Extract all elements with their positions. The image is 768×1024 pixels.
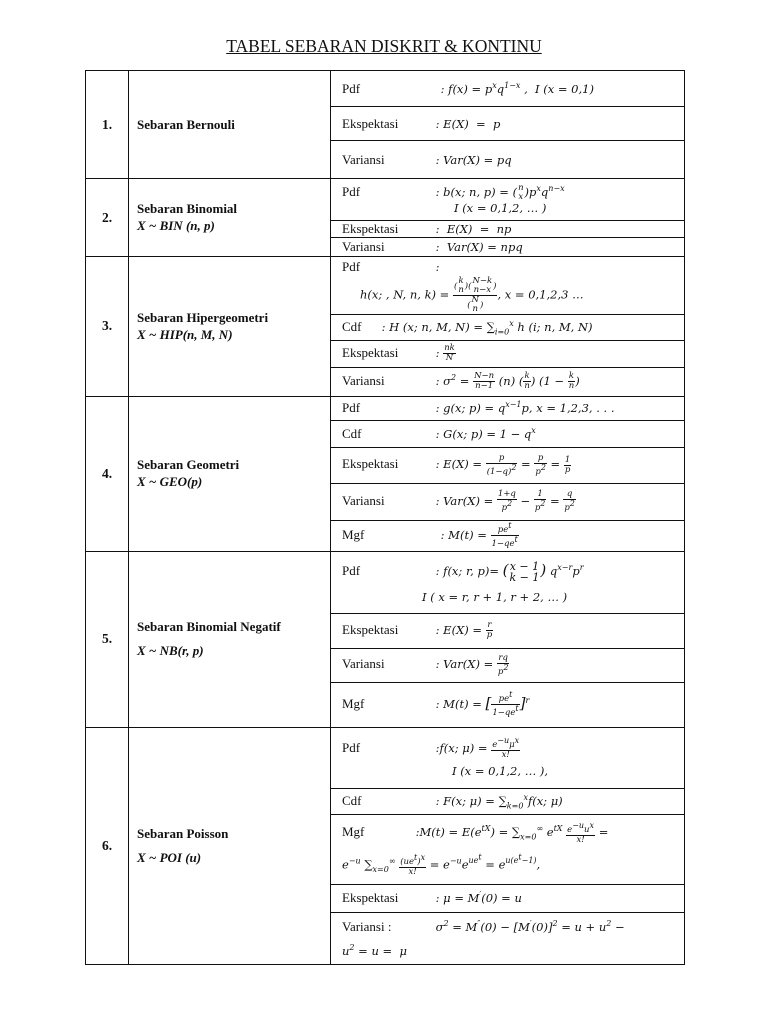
mgf-formula-continued: $e^{-u}$ $\sum_{x=0}^\infty$ $\frac{(ue^t)^x}{x!}$ = $e^{-u}e^{ue^t} = e^{u(e^t-1)}$, (342, 852, 541, 877)
variance-formula: $\sigma^2 = M''(0) - [M'(0)]^2 = u + u^2$ − (435, 918, 625, 934)
distribution-name-cell (129, 396, 331, 551)
variance-cell (331, 367, 685, 396)
mgf-cell (331, 682, 685, 727)
variance-cell (331, 141, 685, 179)
distribution-notation: X ~ GEO(p) (137, 474, 203, 490)
table-row (86, 257, 685, 315)
pdf-cell (331, 257, 685, 315)
pdf-formula: : $f(x) = p^xq^{1-x}$ , I (x = 0,1) (440, 80, 594, 96)
pdf-formula-range: I ( x = r, r + 1, r + 2, … ) (422, 589, 568, 604)
expectation-cell (331, 221, 685, 238)
expectation-cell (331, 447, 685, 483)
cdf-cell (331, 314, 685, 340)
mgf-formula: :M(t) = $E(e^{tX}) = \sum_{x=0}^\infty$ $e^{tX}$ $\frac{e^{-u}u^x}{x!}$ = (415, 820, 609, 845)
expectation-cell (331, 340, 685, 367)
row-number: 1. (86, 71, 129, 179)
cdf-label: Cdf (342, 792, 362, 808)
pdf-cell (331, 727, 685, 788)
distribution-name: Sebaran Hipergeometri (137, 309, 269, 325)
expectation-formula: : $\frac{nk}{N}$ (435, 343, 455, 364)
pdf-label: Pdf (342, 259, 361, 274)
row-number: 2. (86, 179, 129, 257)
variance-formula: : $\sigma^2$ = $\frac{N-n}{n-1}$ (n) ( $\frac{k}{n}$ ) (1 − $\frac{k}{n}$ ) (435, 371, 580, 392)
variance-label: Variansi : (342, 918, 392, 934)
pdf-colon: : (435, 260, 440, 274)
pdf-label: Pdf (342, 563, 361, 579)
page-title: TABEL SEBARAN DISKRIT & KONTINU (226, 36, 542, 56)
variance-cell (331, 483, 685, 520)
distribution-notation: X ~ HIP(n, M, N) (137, 326, 233, 342)
table-row (86, 179, 685, 221)
distribution-name: Sebaran Binomial Negatif (137, 619, 281, 635)
pdf-cell (331, 396, 685, 420)
pdf-cell (331, 551, 685, 613)
expectation-label: Ekspektasi (342, 344, 399, 360)
expectation-formula: : E(X) = np (435, 222, 512, 236)
table-row (86, 71, 685, 107)
distribution-name-cell (129, 179, 331, 257)
variance-label: Variansi (342, 239, 385, 254)
expectation-formula: : E(X) = $\frac{p}{(1-q)^2}$ = $\frac{p}{p^2}$ = $\frac{1}{p}$ (435, 452, 571, 477)
expectation-label: Ekspektasi (342, 621, 399, 637)
variance-label: Variansi (342, 492, 385, 508)
distribution-table (85, 70, 685, 965)
distribution-notation: X ~ POI (u) (137, 849, 202, 865)
expectation-formula: : E(X) = p (435, 116, 501, 131)
expectation-formula: : E(X) = $\frac{r}{p}$ (435, 620, 493, 641)
expectation-label: Ekspektasi (342, 221, 399, 236)
cdf-label: Cdf (342, 425, 362, 441)
cdf-label: Cdf (342, 318, 362, 334)
row-number: 5. (86, 551, 129, 727)
cdf-cell (331, 788, 685, 814)
expectation-cell (331, 107, 685, 141)
expectation-cell (331, 884, 685, 912)
variance-label: Variansi (342, 656, 385, 672)
row-number: 4. (86, 396, 129, 551)
variance-formula: : Var(X) = $\frac{rq}{p^2}$ (435, 652, 509, 677)
mgf-label: Mgf (342, 695, 365, 711)
expectation-formula: : μ = M′(0) = u (435, 890, 522, 906)
pdf-label: Pdf (342, 739, 361, 755)
distribution-name-cell (129, 551, 331, 727)
variance-formula: : Var(X) = pq (435, 152, 512, 167)
mgf-cell (331, 520, 685, 551)
distribution-name: Sebaran Bernouli (137, 116, 235, 132)
table-row (86, 396, 685, 420)
pdf-label: Pdf (342, 183, 361, 199)
mgf-cell (331, 814, 685, 884)
distribution-name-cell (129, 71, 331, 179)
pdf-cell (331, 71, 685, 107)
distribution-name: Sebaran Geometri (137, 457, 240, 473)
pdf-formula: : b(x; n, p) = ( n x )$p^xq^{n-x}$ (435, 182, 565, 202)
pdf-cell (331, 179, 685, 221)
distribution-name: Sebaran Binomial (137, 201, 238, 216)
cdf-cell (331, 420, 685, 447)
pdf-formula: :f(x; μ) = $\frac{e^{-u}\mu^x}{x!}$ (435, 736, 520, 761)
pdf-label: Pdf (342, 80, 361, 96)
variance-cell (331, 238, 685, 257)
mgf-label: Mgf (342, 526, 365, 542)
mgf-label: Mgf (342, 824, 365, 840)
pdf-formula: : g(x; $p) = q^{x-1}p$, x = 1,2,3, . . . (435, 400, 615, 416)
mgf-formula: : M(t) = [ $\frac{pe^t}{1-qe^t}$ ]$^r$ (435, 690, 530, 719)
distribution-name-cell (129, 257, 331, 397)
distribution-notation: X ~ NB(r, p) (137, 643, 204, 659)
pdf-label: Pdf (342, 400, 361, 416)
variance-formula-continued: $u^2 = u = \mu$ (342, 942, 407, 958)
cdf-formula: : F(x; $\mu) = \sum_{k=0}^xf(x$; μ) (435, 792, 563, 810)
mgf-formula: : M(t) = $\frac{pe^t}{1-qe^t}$ (440, 521, 518, 550)
pdf-formula: : f(x; r, p)= ( x − 1 k − 1 ) $q^{x-r}p^r$ (435, 559, 584, 585)
distribution-name: Sebaran Poisson (137, 825, 229, 841)
expectation-label: Ekspektasi (342, 115, 399, 131)
pdf-formula: h(x; , N, n, k) = ( k n )( N−k n−x ) ( N n ) , x = 0,1,2,3 … (360, 276, 584, 314)
distribution-name-cell (129, 727, 331, 964)
distribution-notation: X ~ BIN (n, p) (137, 218, 215, 233)
variance-label: Variansi (342, 151, 385, 167)
expectation-label: Ekspektasi (342, 456, 399, 472)
pdf-formula-range: I (x = 0,1,2, … ), (452, 764, 548, 779)
variance-label: Variansi (342, 372, 385, 388)
pdf-formula-range: I (x = 0,1,2, … ) (454, 201, 547, 216)
expectation-label: Ekspektasi (342, 890, 399, 906)
cdf-formula: : H (x; n, M, $N) = \sum_{i=0}^x$ h (i; n, M, N) (381, 318, 593, 336)
variance-formula: : Var(X) = $\frac{1+q}{p^2}$ − $\frac{1}{p^2}$ = $\frac{q}{p^2}$ (435, 489, 575, 514)
row-number: 6. (86, 727, 129, 964)
table-row (86, 551, 685, 613)
table-row (86, 727, 685, 788)
expectation-cell (331, 613, 685, 648)
row-number: 3. (86, 257, 129, 397)
cdf-formula: : G(x; $p) = 1 - q^x$ (435, 425, 536, 441)
variance-formula: : Var(X) = npq (435, 240, 523, 254)
variance-cell (331, 648, 685, 682)
variance-cell (331, 912, 685, 964)
